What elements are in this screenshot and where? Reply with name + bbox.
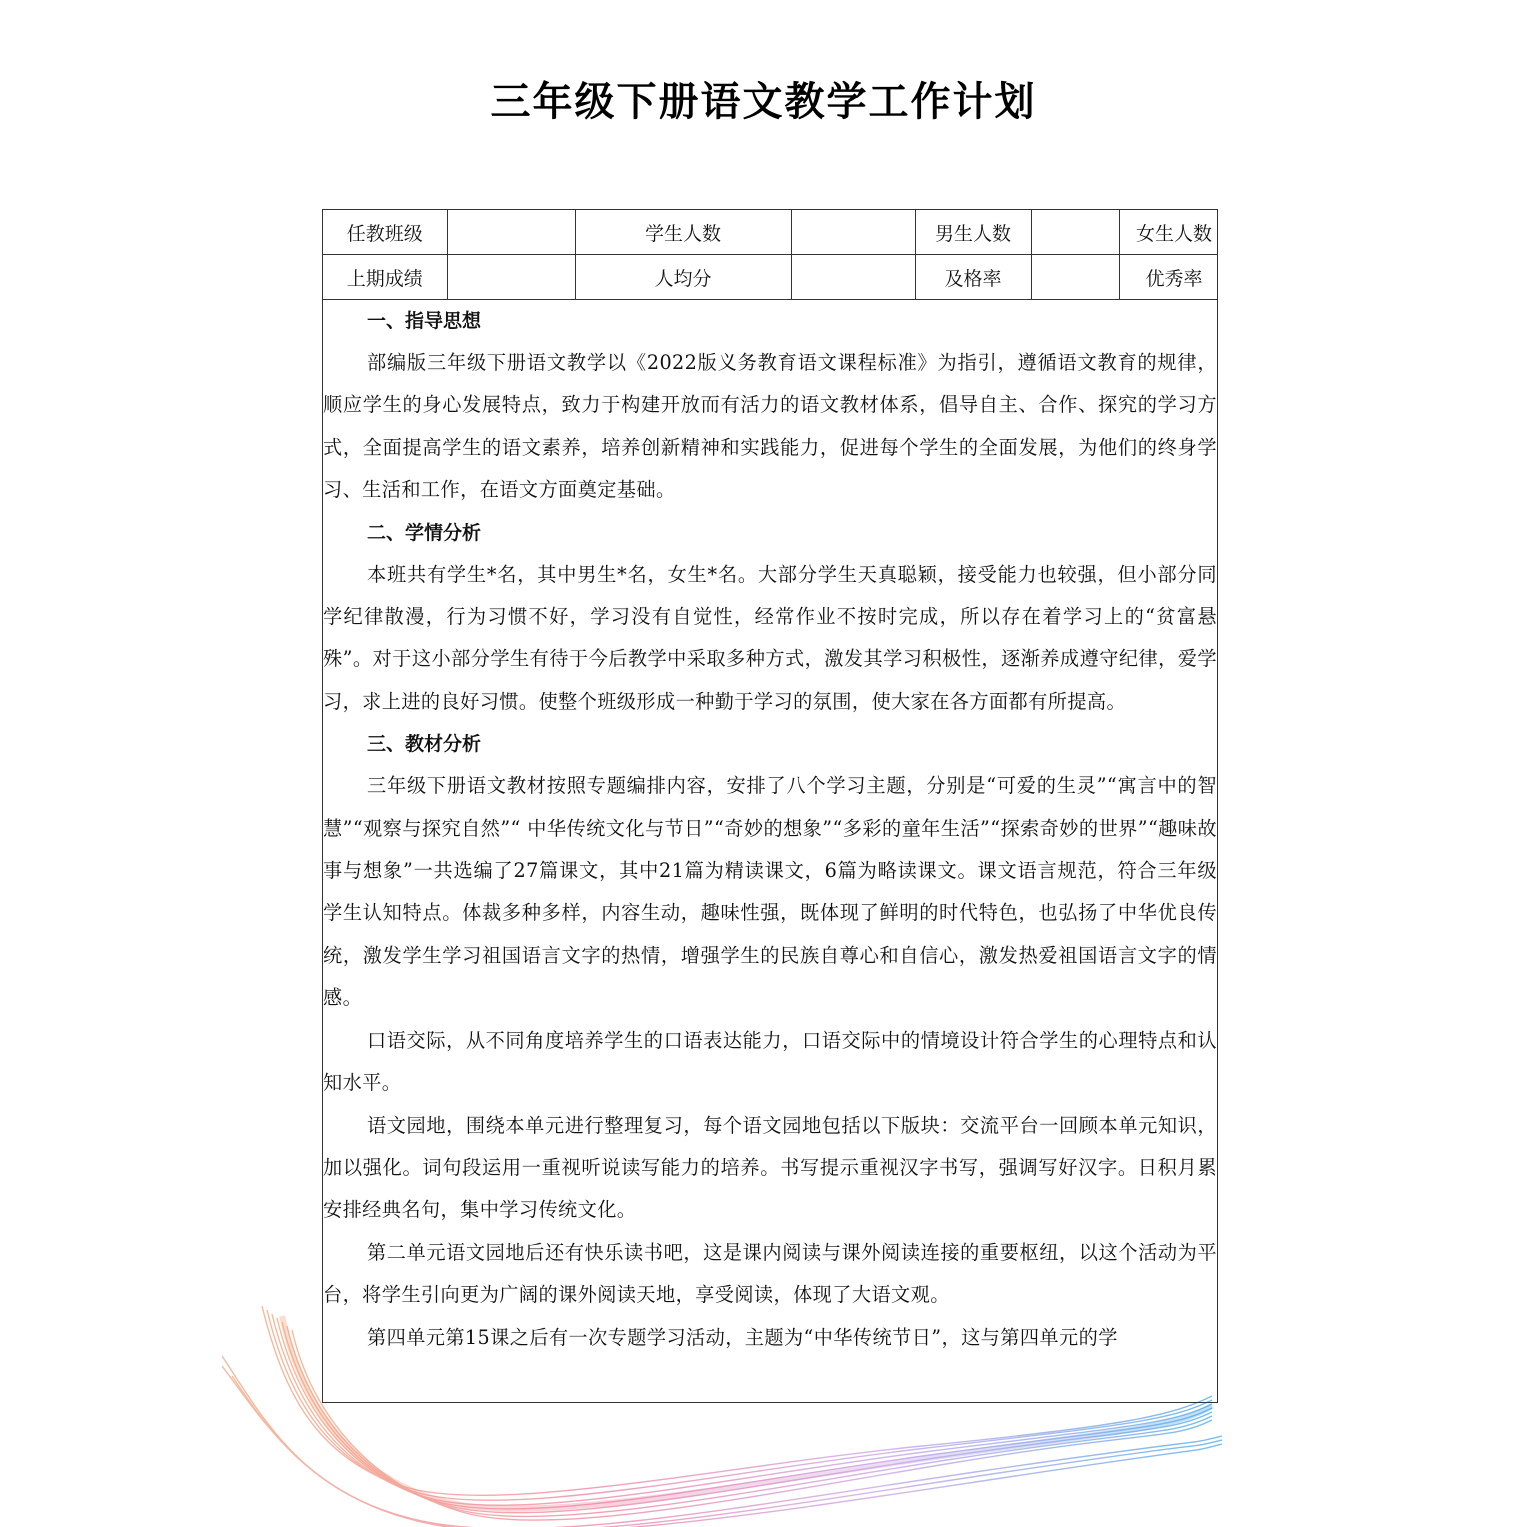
section-heading-student-analysis: 二、学情分析	[367, 521, 482, 544]
label-pass-rate: 及格率	[915, 255, 1031, 300]
value-class	[447, 210, 575, 255]
section-heading-textbook-analysis: 三、教材分析	[367, 733, 482, 756]
value-last-score	[447, 255, 575, 300]
label-last-score: 上期成绩	[323, 255, 447, 300]
paragraph: 第二单元语文园地后还有快乐读书吧，这是课内阅读与课外阅读连接的重要枢纽，以这个活动为平台，将学生引向更为广阔的课外阅读天地，享受阅读，体现了大语文观。	[323, 1240, 1217, 1307]
label-boys-count: 男生人数	[915, 210, 1031, 255]
paragraph: 口语交际，从不同角度培养学生的口语表达能力，口语交际中的情境设计符合学生的心理特点和认知水平。	[323, 1028, 1217, 1095]
value-boys-count	[1031, 210, 1119, 255]
label-excellent-rate: 优秀率	[1119, 255, 1218, 300]
plan-table	[322, 209, 1218, 1403]
paragraph: 三年级下册语文教材按照专题编排内容，安排了八个学习主题，分别是“可爱的生灵”“寓言中的智慧”“观察与探究自然”“ 中华传统文化与节日”“奇妙的想象”“多彩的童年生活”“探索奇妙的世界”“趣味故事与想象”一共选编了27篇课文，其中21篇为精读课文，6篇为略读课文。课文语言规范，符合三年级学生认知特点。体裁多种多样，内容生动，趣味性强，既体现了鲜明的时代特色，也弘扬了中华优良传统，激发学生学习祖国语言文字的热情，增强学生的民族自尊心和自信心，激发热爱祖国语言文字的情感。	[323, 774, 1217, 1010]
label-girls-count: 女生人数	[1119, 210, 1218, 255]
paragraph: 本班共有学生*名，其中男生*名，女生*名。大部分学生天真聪颖，接受能力也较强，但小部分同学纪律散漫，行为习惯不好，学习没有自觉性，经常作业不按时完成，所以存在着学习上的“贫富悬殊”。对于这小部分学生有待于今后教学中采取多种方式，激发其学习积极性，逐渐养成遵守纪律，爱学习，求上进的良好习惯。使整个班级形成一种勤于学习的氛围，使大家在各方面都有所提高。	[323, 562, 1217, 713]
label-student-count: 学生人数	[575, 210, 791, 255]
label-class: 任教班级	[323, 210, 447, 255]
value-student-count	[791, 210, 915, 255]
page-title: 三年级下册语文教学工作计划	[490, 78, 1037, 125]
class-info-table	[323, 210, 1218, 300]
paragraph: 语文园地，围绕本单元进行整理复习，每个语文园地包括以下版块：交流平台一回顾本单元知识，加以强化。词句段运用一重视听说读写能力的培养。书写提示重视汉字书写，强调写好汉字。日积月累安排经典名句，集中学习传统文化。	[323, 1113, 1217, 1222]
table-row	[323, 210, 1218, 255]
label-average-score: 人均分	[575, 255, 791, 300]
paragraph: 部编版三年级下册语文教学以《2022版义务教育语文课程标准》为指引，遵循语文教育的规律，顺应学生的身心发展特点，致力于构建开放而有活力的语文教材体系，倡导自主、合作、探究的学习方式，全面提高学生的语文素养，培养创新精神和实践能力，促进每个学生的全面发展，为他们的终身学习、生活和工作，在语文方面奠定基础。	[323, 351, 1217, 502]
paragraph: 第四单元第15课之后有一次专题学习活动，主题为“中华传统节日”，这与第四单元的学	[367, 1325, 1118, 1349]
value-average-score	[791, 255, 915, 300]
plan-content	[323, 300, 1217, 1359]
value-pass-rate	[1031, 255, 1119, 300]
section-heading-guiding-ideology: 一、指导思想	[367, 310, 482, 332]
table-row	[323, 255, 1218, 300]
